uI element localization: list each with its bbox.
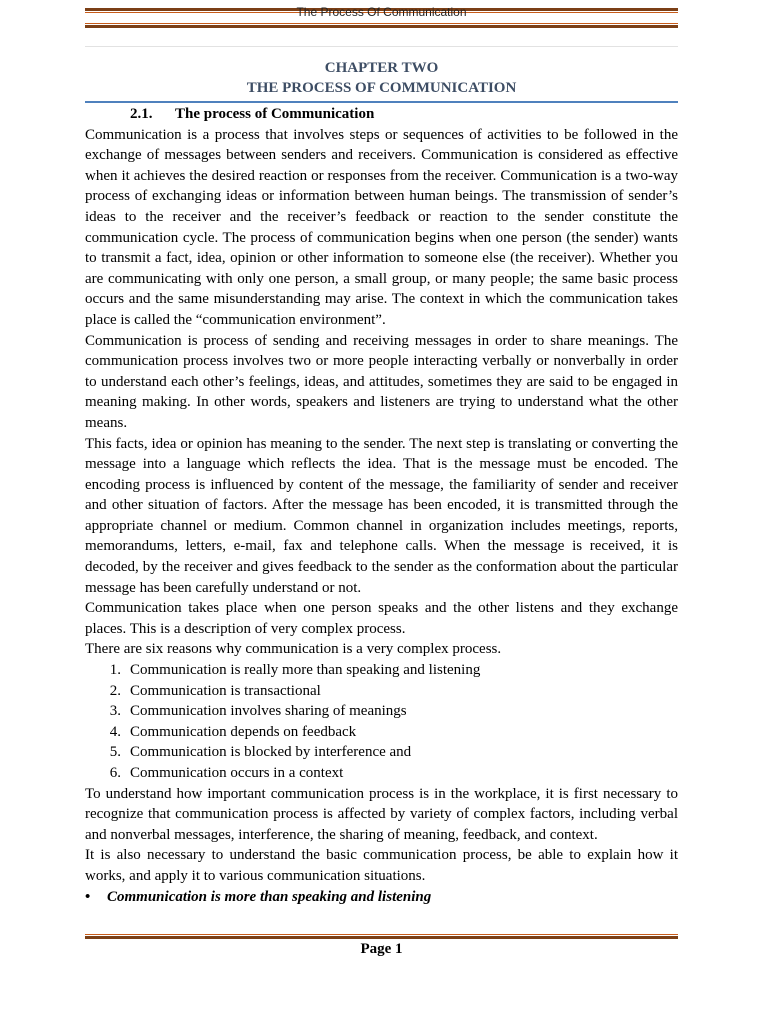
list-text: Communication is blocked by interference and <box>130 744 412 761</box>
paragraph: To understand how important communication process is in the workplace, it is first necessary to recognize that communication process is affected by variety of complex factors, including verbal and nonverbal messages, interference, the sharing of meaning, feedback, and context. <box>85 785 678 843</box>
section-heading <box>130 104 678 125</box>
chapter-number: CHAPTER TWO <box>324 60 439 76</box>
chapter-title: THE PROCESS OF COMMUNICATION <box>246 80 517 96</box>
list-number: 6. <box>109 765 121 781</box>
footer-rule-thin <box>85 934 678 935</box>
list-item <box>85 701 678 722</box>
list-text: Communication is really more than speaking and listening <box>130 662 481 679</box>
list-number: 3. <box>109 703 121 720</box>
page-number: Page 1 <box>360 941 403 957</box>
list-number: 1. <box>109 662 121 679</box>
list-text: Communication occurs in a context <box>130 765 344 781</box>
paragraph: This facts, idea or opinion has meaning to the sender. The next step is translating or converting the message into a language which reflects the idea. That is the message must be encoded. The encoding process is influenced by content of the message, the familiarity of sender and receiver and other situation of factors. After the message has been encoded, it is transmitted through the appropriate channel or medium. Common channel in organization includes meetings, reports, memorandums, letters, e-mail, fax and telephone calls. When the message is received, it is decoded, by the receiver and gives feedback to the sender as the conformation about the particular message has been carefully understand or not. <box>85 435 678 596</box>
list-item <box>85 742 678 763</box>
list-item <box>85 722 678 743</box>
bullet-text: Communication is more than speaking and listening <box>107 888 432 905</box>
header-rule-bottom-thin <box>85 23 678 24</box>
chapter-divider <box>85 101 678 103</box>
list-text: Communication depends on feedback <box>130 723 357 740</box>
header-rule-bottom <box>85 25 678 28</box>
list-item <box>85 763 678 784</box>
list-number: 4. <box>109 723 121 740</box>
reasons-list <box>85 660 678 784</box>
running-header: The Process Of Communication <box>296 5 467 19</box>
list-item <box>85 681 678 702</box>
section-number: 2.1. <box>130 106 153 122</box>
list-number: 5. <box>109 744 121 761</box>
list-item <box>85 660 678 681</box>
paragraph: There are six reasons why communication is a very complex process. <box>85 641 502 658</box>
bullet-icon: • <box>85 888 91 905</box>
paragraph: Communication takes place when one person speaks and the other listens and they exchange places. This is a description of very complex process. <box>85 600 678 637</box>
list-number: 2. <box>109 682 121 699</box>
paragraph: It is also necessary to understand the basic communication process, be able to explain how it works, and apply it to various communication situations. <box>85 847 678 884</box>
list-text: Communication is transactional <box>130 682 321 699</box>
header-separator <box>85 46 678 47</box>
footer-rule <box>85 936 678 939</box>
paragraph: Communication is a process that involves steps or sequences of activities to be followed in the exchange of messages between senders and receivers. Communication is considered as effective when it achieves the desired reaction or responses from the receiver. Communication is a two-way process of exchanging ideas or information between human beings. The transmission of sender’s ideas to the receiver and the receiver’s feedback or reaction to the sender constitute the communication cycle. The process of communication begins when one person (the sender) wants to transmit a fact, idea, opinion or other information to someone else (the receiver). Whether you are communicating with only one person, a small group, or many people; the same basic process occurs and the same misunderstanding may arise. The context in which the communication takes place is called the “communication environment”. <box>85 126 678 328</box>
section-title: The process of Communication <box>175 106 375 122</box>
document-body <box>85 104 678 907</box>
list-text: Communication involves sharing of meanings <box>130 703 407 720</box>
paragraph: Communication is process of sending and receiving messages in order to share meanings. The communication process involves two or more people interacting verbally or nonverbally in order to understand each other’s feelings, ideas, and attitudes, sometimes they are said to be engaged in meaning making. In other words, speakers and listeners are trying to understand what the other means. <box>85 332 678 431</box>
bullet-heading <box>85 887 678 908</box>
